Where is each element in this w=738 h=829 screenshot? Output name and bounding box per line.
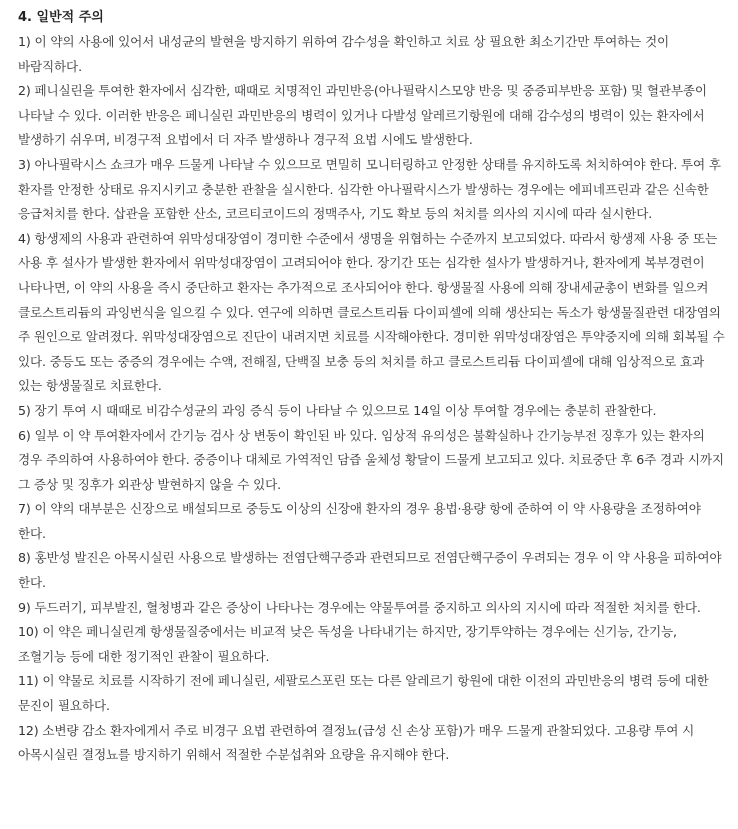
precaution-item-1: 1) 이 약의 사용에 있어서 내성균의 발현을 방지하기 위하여 감수성을 확인하고 치료 상 필요한 최소기간만 투여하는 것이 바람직하다. (18, 34, 670, 74)
section-title: 4. 일반적 주의 (18, 10, 104, 25)
precaution-list (18, 30, 728, 768)
precaution-item-12: 12) 소변량 감소 환자에게서 주로 비경구 요법 관련하여 결정뇨(급성 신 손상 포함)가 매우 드물게 관찰되었다. 고용량 투여 시 아목시실린 결정뇨를 방지하기 위해서 적절한 수분섭취와 요량을 유지해야 한다. (18, 722, 695, 763)
precaution-item-7: 7) 이 약의 대부분은 신장으로 배설되므로 중등도 이상의 신장애 환자의 경우 용법·용량 항에 준하여 이 약 사용량을 조정하여야 한다. (18, 501, 701, 541)
precaution-item-4: 4) 항생제의 사용과 관련하여 위막성대장염이 경미한 수준에서 생명을 위협하는 수준까지 보고되었다. 따라서 항생제 사용 중 또는 사용 후 설사가 발생한 환자에서 위막성대장염이 고려되어야 한다. 장기간 또는 심각한 설사가 발생하거나, 환자에게 복부경련이 나타나면, 이 약의 사용을 즉시 중단하고 환자는 추가적으로 조사되어야 한다. 항생물질 사용에 의해 장내세균총이 변화를 일으켜 클로스트리듐의 과잉번식을 일으킬 수 있다. 연구에 의하면 클로스트리듐 다이피셀에 의해 생산되는 독소가 항생물질관련 대장염의 주 원인으로 알려졌다. 위막성대장염으로 진단이 내려지면 치료를 시작해야한다. 경미한 위막성대장염은 투약중지에 의해 회복될 수 있다. 중등도 또는 중증의 경우에는 수액, 전해질, 단백질 보충 등의 처치를 하고 클로스트리듐 다이피셀에 대해 임상적으로 효과 있는 항생물질로 치료한다. (18, 230, 725, 394)
precaution-item-3: 3) 아나필락시스 쇼크가 매우 드물게 나타날 수 있으므로 면밀히 모니터링하고 안정한 상태를 유지하도록 처치하여야 한다. 투여 후 환자를 안정한 상태로 유지시키고 충분한 관찰을 실시한다. 심각한 아나필락시스가 발생하는 경우에는 에피네프린과 같은 신속한 응급처치를 한다. 삽관을 포함한 산소, 코르티코이드의 정맥주사, 기도 확보 등의 처치를 의사의 지시에 따라 실시한다. (18, 156, 721, 222)
precaution-item-5: 5) 장기 투여 시 때때로 비감수성균의 과잉 증식 등이 나타날 수 있으므로 14일 이상 투여할 경우에는 충분히 관찰한다. (18, 402, 657, 418)
precaution-item-10: 10) 이 약은 페니실린계 항생물질중에서는 비교적 낮은 독성을 나타내기는 하지만, 장기투약하는 경우에는 신기능, 간기능, 조혈기능 등에 대한 정기적인 관찰이 필요하다. (18, 624, 677, 664)
precaution-item-11: 11) 이 약물로 치료를 시작하기 전에 페니실린, 세팔로스포린 또는 다른 알레르기 항원에 대한 이전의 과민반응의 병력 등에 대한 문진이 필요하다. (18, 673, 709, 714)
precaution-item-8: 8) 홍반성 발진은 아목시실린 사용으로 발생하는 전염단핵구증과 관련되므로 전염단핵구증이 우려되는 경우 이 약 사용을 피하여야 한다. (18, 550, 722, 591)
precaution-item-2: 2) 페니실린을 투여한 환자에서 심각한, 때때로 치명적인 과민반응(아나필락시스모양 반응 및 중증피부반응 포함) 및 혈관부종이 나타날 수 있다. 이러한 반응은 페니실린 과민반응의 병력이 있거나 다발성 알레르기항원에 대해 감수성의 병력이 있는 환자에서 발생하기 쉬우며, 비경구적 요법에서 더 자주 발생하나 경구적 요법 시에도 발생한다. (18, 83, 707, 148)
precaution-item-9: 9) 두드러기, 피부발진, 혈청병과 같은 증상이 나타나는 경우에는 약물투여를 중지하고 의사의 지시에 따라 적절한 처치를 한다. (18, 599, 701, 615)
precaution-item-6: 6) 일부 이 약 투여환자에서 간기능 검사 상 변동이 확인된 바 있다. 임상적 유의성은 불확실하나 간기능부전 징후가 있는 환자의 경우 주의하여 사용하여야 한다. 중증이나 대체로 가역적인 담즙 울체성 황달이 드물게 보고되고 있다. 치료중단 후 6주 경과 시까지 그 증상 및 징후가 외관상 발현하지 않을 수 있다. (18, 427, 724, 492)
